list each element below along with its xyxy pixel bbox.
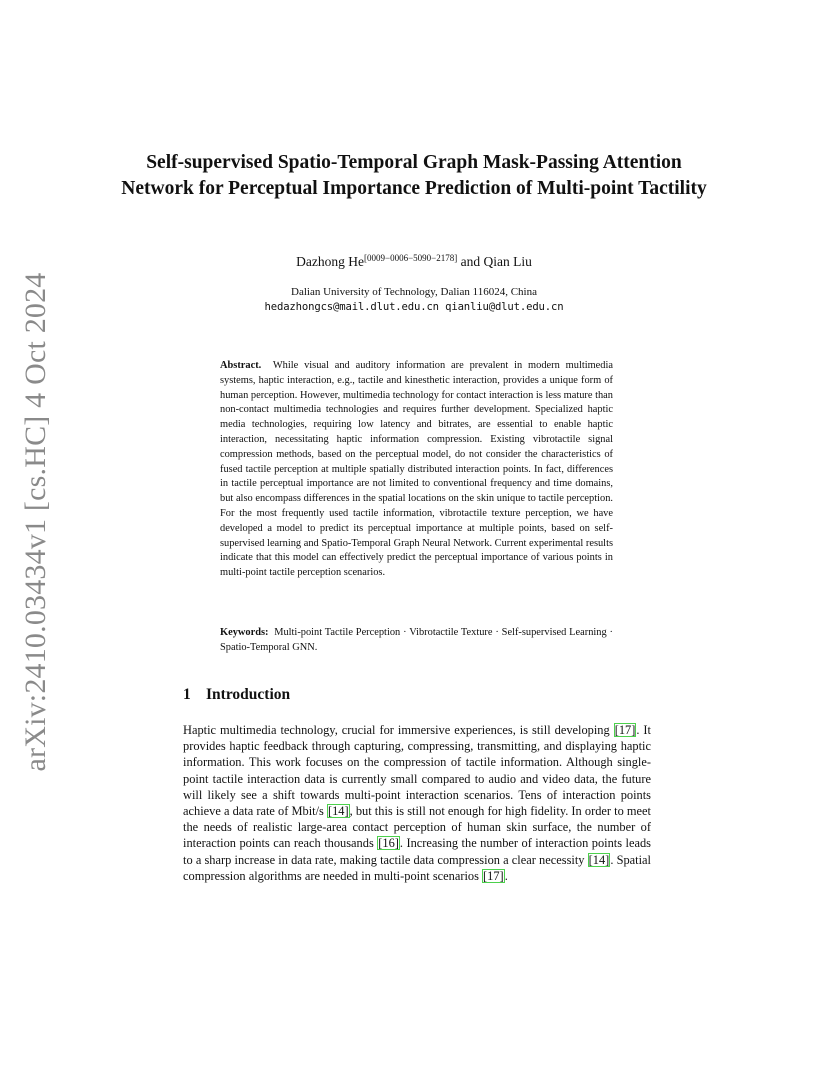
intro-text: . It provides haptic feedback through capturing, compressing, transmitting, and displaying haptic information. This work focuses on the compression of tactile information. Although single-point tactile interaction data is currently small compared to audio and video data, the future will likely see a shift towards multi-point interaction scenarios. Tens of interaction points achieve a data rate of Mbit/s (183, 723, 652, 819)
intro-text: , but this is still not enough for high fidelity. In order to meet the needs of realistic large-area contact perception of human skin surface, the number of interaction points can reach thousands (183, 804, 651, 851)
section-title: Introduction (206, 686, 291, 703)
author-emails: hedazhongcs@mail.dlut.edu.cn qianliu@dlut.edu.cn (264, 301, 564, 313)
intro-text: Haptic multimedia technology, crucial for immersive experiences, is still developing (183, 723, 614, 737)
citation-link[interactable]: [16] (378, 836, 399, 851)
keywords-label: Keywords: (220, 627, 269, 638)
paper-title: Self-supervised Spatio-Temporal Graph Mask-Passing Attention Network for Perceptual Importance Prediction of Multi-point Tactility (121, 152, 707, 199)
affiliation: Dalian University of Technology, Dalian 116024, China (291, 286, 537, 298)
second-author: Qian Liu (483, 254, 532, 269)
author-connector: and (457, 254, 484, 269)
abstract (220, 359, 613, 581)
first-author: Dazhong He (296, 254, 364, 269)
intro-text: . Spatial compression algorithms are needed in multi-point scenarios (183, 852, 651, 883)
intro-text: . (504, 868, 508, 883)
citation-link[interactable]: [17] (614, 723, 636, 737)
abstract-text: While visual and auditory information are prevalent in modern multimedia systems, haptic interaction, e.g., tactile and kinesthetic interaction, provides a unique form of human perception. However, multimedia technology for contact interaction is less mature than non-contact multimedia technologies and requires further development. Specialized haptic media technologies, requiring low latency and bitrates, are essential to enable haptic interaction, necessitating haptic information compression. Existing vibrotactile signal compression methods, based on the perceptual model, do not consider the characteristics of fused tactile perception at multiple spatially distributed interaction points. In fact, differences in tactile perceptual importance are not limited to conventional frequency and time domains, but also encompass differences in the spatial locations on the skin unique to tactile perception. For the most frequently used tactile information, vibrotactile texture perception, we have developed a model to predict its perceptual importance at multiple points, based on self-supervised learning and Spatio-Temporal Graph Neural Network. Current experimental results indicate that this model can effectively predict the perceptual importance of various points in multi-point tactile perception scenarios. (220, 360, 613, 579)
arxiv-identifier-stamp (0, 0, 70, 1072)
citation-link[interactable]: [14] (327, 804, 349, 819)
keywords (220, 626, 613, 656)
citation-link[interactable]: [14] (588, 852, 610, 867)
orcid-id: [0009−0006−5090−2178] (364, 253, 458, 263)
intro-paragraph (183, 722, 651, 884)
citation-link[interactable]: [17] (483, 868, 504, 883)
author-line (120, 253, 708, 271)
keywords-text: Multi-point Tactile Perception · Vibrotactile Texture · Self-supervised Learning · Spatio-Temporal GNN. (220, 627, 613, 653)
intro-text: . Increasing the number of interaction points leads to a sharp increase in data rate, making tactile data compression a clear necessity (183, 836, 651, 867)
section-number: 1 (183, 686, 191, 703)
section-heading (183, 685, 290, 705)
abstract-label: Abstract. (220, 360, 262, 371)
arxiv-id-text: arXiv:2410.03434v1 [cs.HC] 4 Oct 2024 (19, 272, 52, 772)
affiliation-block (120, 285, 708, 315)
